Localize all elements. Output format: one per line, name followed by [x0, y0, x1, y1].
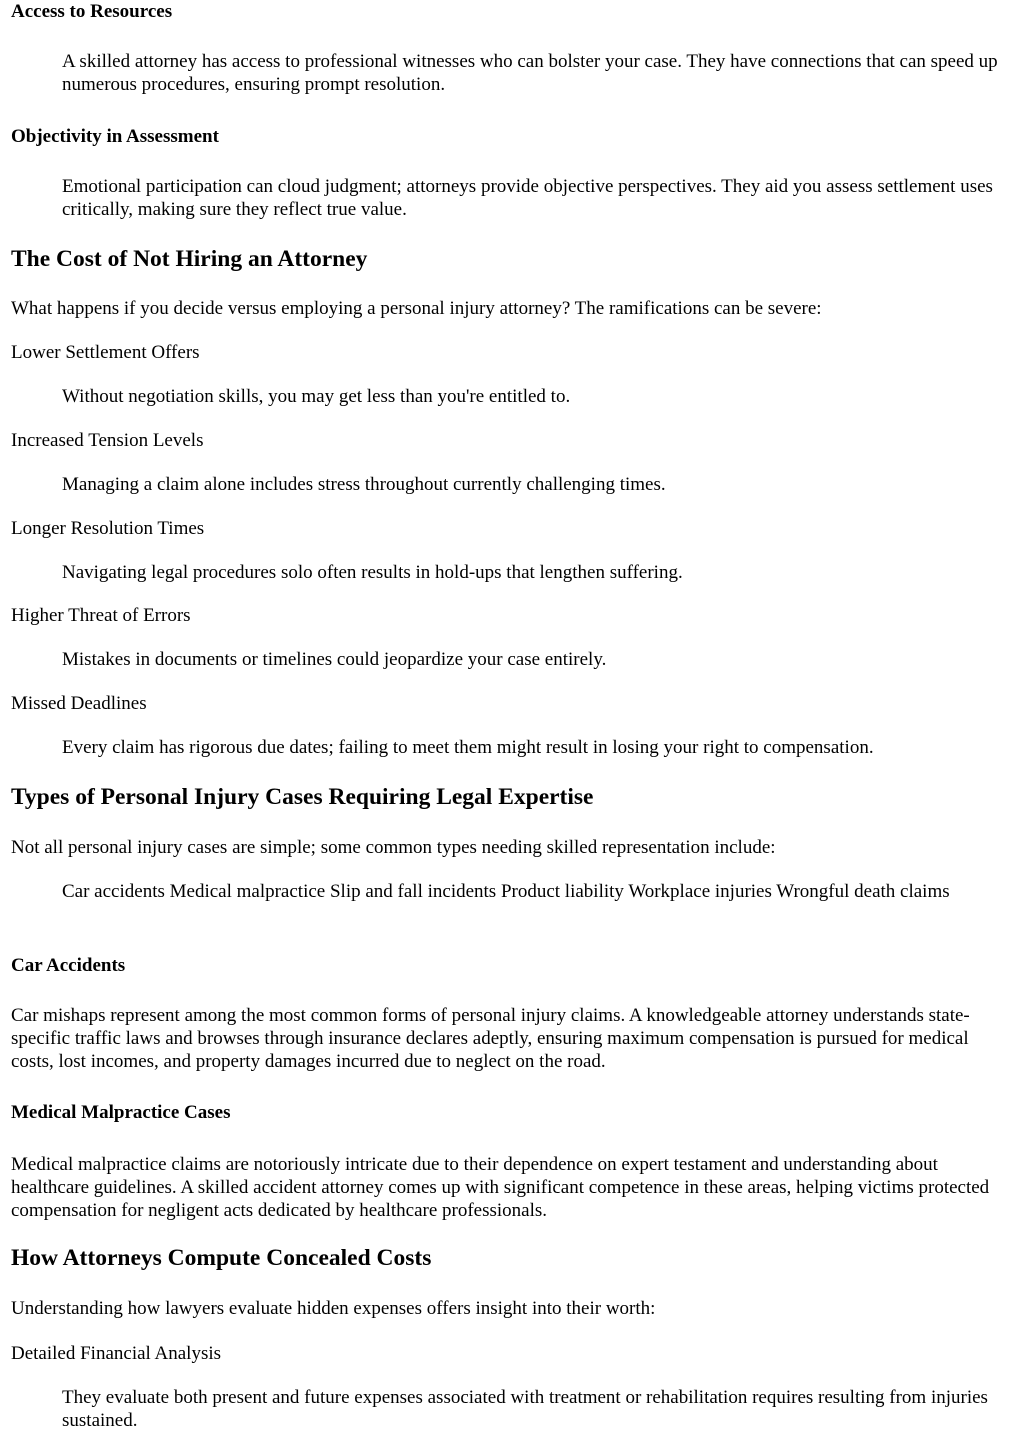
- paragraph-cost-intro: What happens if you decide versus employing a personal injury attorney? The ramifications can be severe:: [11, 298, 822, 319]
- definition-term: Detailed Financial Analysis: [11, 1343, 222, 1364]
- definition-term: Higher Threat of Errors: [11, 605, 191, 626]
- case-types-list: Car accidents Medical malpractice Slip and fall incidents Product liability Workplace injuries Wrongful death claims: [62, 881, 950, 902]
- paragraph-objectivity: Emotional participation can cloud judgment; attorneys provide objective perspectives. They aid you assess settlement uses critically, making sure they reflect true value.: [62, 176, 993, 220]
- heading-hidden-costs: How Attorneys Compute Concealed Costs: [11, 1245, 432, 1271]
- heading-car-accidents: Car Accidents: [11, 955, 126, 976]
- definition-description: They evaluate both present and future expenses associated with treatment or rehabilitation requires resulting from injuries sustained.: [62, 1387, 988, 1431]
- heading-medical-malpractice: Medical Malpractice Cases: [11, 1102, 231, 1123]
- paragraph-types-intro: Not all personal injury cases are simple; some common types needing skilled representation include:: [11, 837, 776, 858]
- heading-access-to-resources: Access to Resources: [11, 1, 173, 22]
- definition-term: Lower Settlement Offers: [11, 342, 200, 363]
- definition-term: Increased Tension Levels: [11, 430, 204, 451]
- heading-objectivity: Objectivity in Assessment: [11, 126, 219, 147]
- definition-description: Navigating legal procedures solo often results in hold-ups that lengthen suffering.: [62, 562, 683, 583]
- definition-term: Missed Deadlines: [11, 693, 147, 714]
- paragraph-car-accidents: Car mishaps represent among the most common forms of personal injury claims. A knowledgeable attorney understands state-specific traffic laws and browses through insurance declares adeptly, ensuring maximum compensation is pursued for medical costs, lost incomes, and property damages incurred due to neglect on the road.: [11, 1005, 970, 1072]
- heading-cost-of-not-hiring: The Cost of Not Hiring an Attorney: [11, 246, 368, 272]
- paragraph-access-to-resources: A skilled attorney has access to professional witnesses who can bolster your case. They have connections that can speed up numerous procedures, ensuring prompt resolution.: [62, 51, 998, 95]
- heading-types-of-cases: Types of Personal Injury Cases Requiring Legal Expertise: [11, 784, 594, 810]
- definition-description: Every claim has rigorous due dates; failing to meet them might result in losing your right to compensation.: [62, 737, 874, 758]
- definition-term: Longer Resolution Times: [11, 518, 205, 539]
- definition-description: Mistakes in documents or timelines could jeopardize your case entirely.: [62, 649, 607, 670]
- definition-description: Without negotiation skills, you may get less than you're entitled to.: [62, 386, 571, 407]
- paragraph-hidden-costs-intro: Understanding how lawyers evaluate hidden expenses offers insight into their worth:: [11, 1298, 656, 1319]
- definition-description: Managing a claim alone includes stress throughout currently challenging times.: [62, 474, 666, 495]
- paragraph-medical-malpractice: Medical malpractice claims are notoriously intricate due to their dependence on expert testament and understanding about healthcare guidelines. A skilled accident attorney comes up with significant competence in these areas, helping victims protected compensation for negligent acts dedicated by healthcare professionals.: [11, 1154, 990, 1221]
